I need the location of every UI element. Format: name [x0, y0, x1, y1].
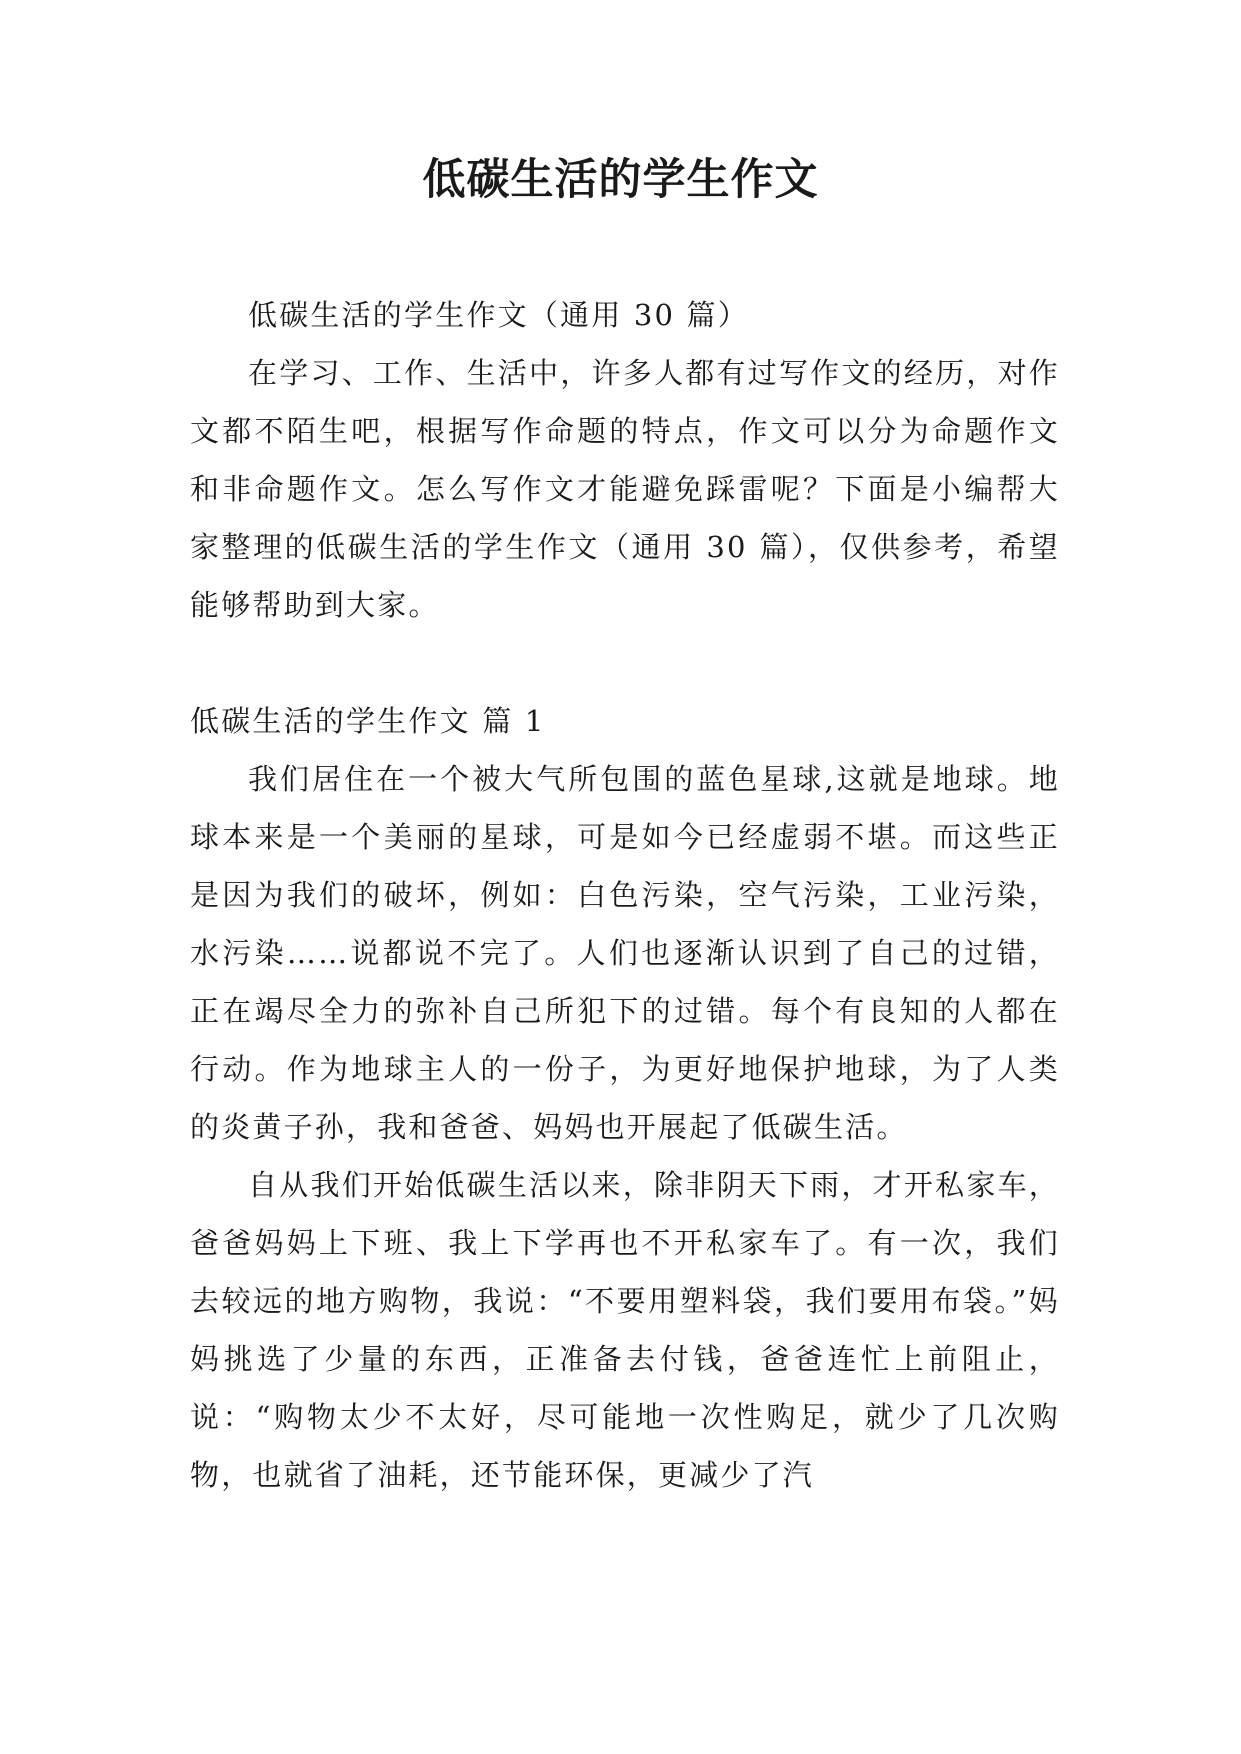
- body-paragraph: 自从我们开始低碳生活以来，除非阴天下雨，才开私家车，爸爸妈妈上下班、我上下学再也不开私家车了。有一次，我们去较远的地方购物，我说：“不要用塑料袋，我们要用布袋。”妈妈挑选了少量的东西，正准备去付钱，爸爸连忙上前阻止，说：“购物太少不太好，尽可能地一次性购足，就少了几次购物，也就省了油耗，还节能环保，更减少了汽: [190, 1168, 1060, 1492]
- document-body: [190, 286, 1060, 1504]
- document-subtitle: 低碳生活的学生作文（通用 30 篇）: [248, 298, 749, 332]
- section-heading: 低碳生活的学生作文 篇 1: [190, 704, 546, 738]
- body-paragraph: 我们居住在一个被大气所包围的蓝色星球,这就是地球。地球本来是一个美丽的星球，可是如今已经虚弱不堪。而这些正是因为我们的破坏，例如：白色污染，空气污染，工业污染，水污染……说都说不完了。人们也逐渐认识到了自己的过错，正在竭尽全力的弥补自己所犯下的过错。每个有良知的人都在行动。作为地球主人的一份子，为更好地保护地球，为了人类的炎黄子孙，我和爸爸、妈妈也开展起了低碳生活。: [190, 762, 1060, 1144]
- intro-paragraph: 在学习、工作、生活中，许多人都有过写作文的经历，对作文都不陌生吧，根据写作命题的特点，作文可以分为命题作文和非命题作文。怎么写作文才能避免踩雷呢？下面是小编帮大家整理的低碳生活的学生作文（通用 30 篇），仅供参考，希望能够帮助到大家。: [190, 356, 1060, 622]
- document-title: 低碳生活的学生作文: [422, 155, 819, 205]
